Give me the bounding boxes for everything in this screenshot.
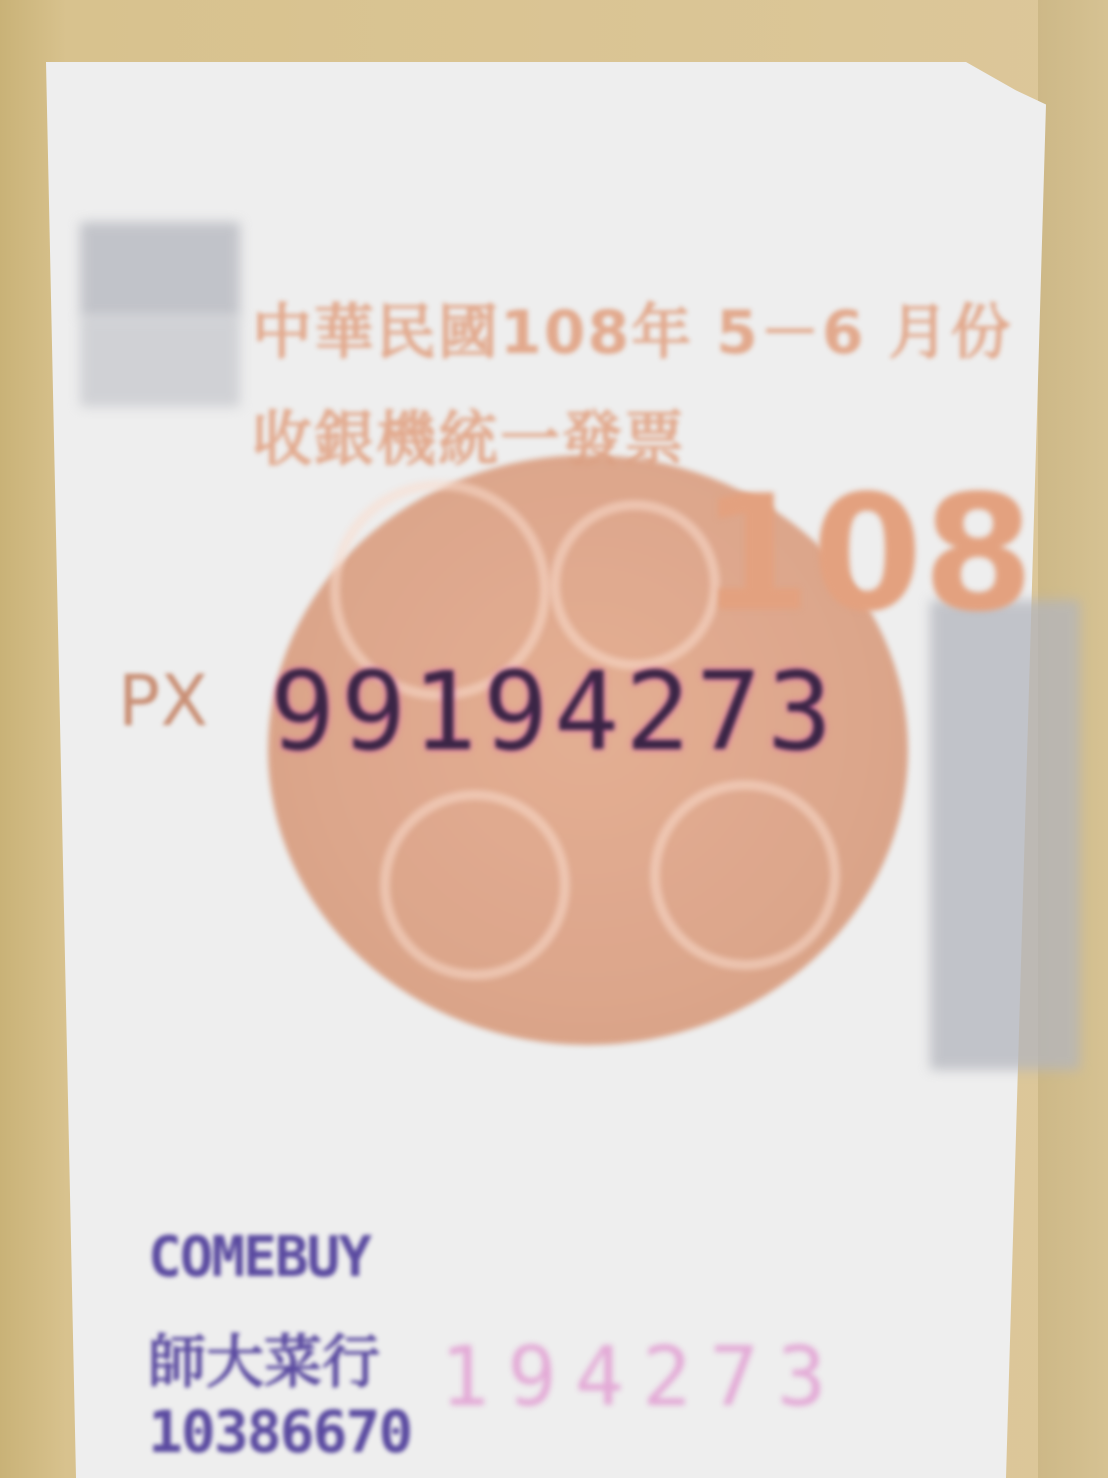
seal-ornament-right (550, 500, 720, 670)
invoice-title-period: 中華民國108年 5－6 月份 (252, 298, 1013, 368)
seal-ornament-bottom-left (380, 790, 570, 980)
invoice-title-type: 收銀機統一發票 (252, 405, 686, 475)
seal-ornament-bottom-right (650, 780, 840, 970)
grey-block-top-left-lower (80, 317, 240, 407)
seal-year: 108 (700, 460, 1034, 647)
grey-block-top-left (80, 222, 240, 317)
invoice-number: 99194273 (270, 650, 839, 775)
seller-brand: COMEBUY (148, 1225, 371, 1290)
bleed-through-number: 194273 (440, 1330, 845, 1425)
seller-branch: 師大菜行 (148, 1328, 381, 1396)
track-prefix: PX (118, 660, 209, 742)
seller-tax-id: 10386670 (148, 1398, 412, 1466)
grey-block-right (930, 600, 1080, 1070)
